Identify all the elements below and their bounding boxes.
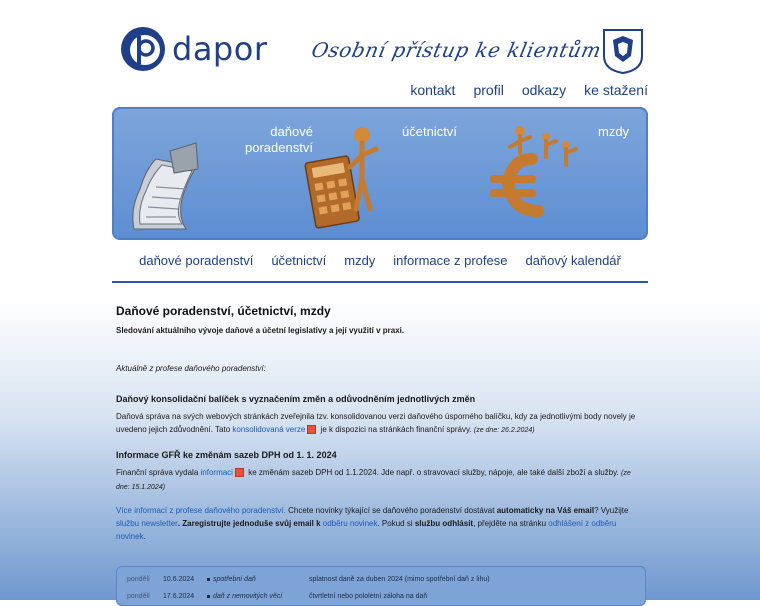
mainnav-payroll[interactable]: mzdy	[344, 253, 376, 268]
news-intro: Aktuálně z profese daňového poradenství:	[116, 364, 266, 373]
chamber-seal-icon	[600, 26, 646, 74]
lead-text: Sledování aktuálního vývoje daňové a účetní legislativy a její využití v praxi.	[116, 326, 405, 335]
topnav-profil[interactable]: profil	[473, 82, 504, 98]
topnav-odkazy[interactable]: odkazy	[521, 82, 567, 98]
banner-label-accounting: účetnictví	[402, 124, 457, 139]
unsubscribe-link[interactable]: odhlášení z odběru novinek	[116, 519, 617, 541]
logo-mark-icon	[120, 26, 166, 72]
table-row: pondělí 10.6.2024 spotřební daň splatnost daně za duben 2024 (mimo spotřební daň z lihu)	[127, 576, 490, 583]
motto: Osobní přístup ke klientům	[309, 38, 604, 62]
news-date-2: (ze dne: 15.1.2024)	[116, 470, 631, 491]
tax-calendar-table	[116, 566, 646, 606]
documents-illustration-icon	[126, 129, 206, 234]
banner-label-tax: daňové poradenství	[245, 124, 313, 155]
main-content	[116, 305, 646, 579]
euro-figures-icon	[468, 119, 588, 229]
bullet-icon	[207, 578, 210, 581]
calculator-figure-icon	[302, 121, 392, 231]
news-date-1: (ze dne: 26.2.2024)	[473, 427, 535, 434]
main-nav	[112, 253, 648, 268]
banner-label-payroll: mzdy	[598, 124, 630, 139]
news-text-2: Finanční správa vydala informaci ke změnám sazeb DPH od 1.1.2024. Jde např. o stravovací služby, nápoje, ale také další zboží a služby. (ze dne: 15.1.2024)	[116, 468, 631, 491]
hero-banner	[112, 107, 648, 240]
news-heading-1: Daňový konsolidační balíček s vyznačením změn a odůvodněním jednotlivých změn	[116, 394, 476, 404]
nav-divider	[112, 281, 648, 283]
pdf-icon	[235, 468, 244, 477]
mainnav-tax-calendar[interactable]: daňový kalendář	[525, 253, 621, 268]
bullet-icon	[207, 595, 210, 598]
page-title: Daňové poradenství, účetnictví, mzdy	[116, 304, 331, 318]
information-link[interactable]: informaci	[200, 468, 233, 477]
logo-text: dapor	[172, 30, 268, 68]
topnav-kontakt[interactable]: kontakt	[410, 82, 456, 98]
newsletter-text: Více informací z profese daňového poradenství. Chcete novinky týkající se daňového poradenství dostávat automaticky na Váš email? Využijte službu newsletter. Zaregistrujte jednoduše svůj email k odběru novinek. Pokud si službu odhlásit, přejděte na stránku odhlášení z odběru novinek.	[116, 506, 629, 541]
news-heading-2: Informace GFŘ ke změnám sazeb DPH od 1. 1. 2024	[116, 450, 337, 460]
news-text-1: Daňová správa na svých webových stránkách zveřejnila tzv. konsolidovanou verzi daňového úsporného balíčku, kdy za jednotlivými body novely je uvedeno jejich zdůvodnění. Tato konsolidovaná verze je k dispozici na stránkách finanční správy. (ze dne: 26.2.2024)	[116, 412, 636, 434]
consolidated-version-link[interactable]: konsolidovaná verze	[232, 425, 306, 434]
topnav-ke-stazeni[interactable]: ke stažení	[584, 82, 648, 98]
mainnav-profession-info[interactable]: informace z profese	[393, 253, 508, 268]
more-info-link[interactable]: Více informací z profese daňového poradenství.	[116, 506, 286, 515]
newsletter-link[interactable]: službu newsletter	[116, 519, 178, 528]
table-row: pondělí 17.6.2024 daň z nemovitých věcí čtvrtletní nebo pololetní záloha na daň	[127, 593, 428, 600]
site-logo[interactable]	[120, 26, 267, 72]
subscribe-link[interactable]: odběru novinek	[322, 519, 378, 528]
mainnav-accounting[interactable]: účetnictví	[271, 253, 327, 268]
mainnav-tax-advisory[interactable]: daňové poradenství	[139, 253, 254, 268]
pdf-icon	[307, 425, 316, 434]
top-nav	[410, 82, 648, 98]
